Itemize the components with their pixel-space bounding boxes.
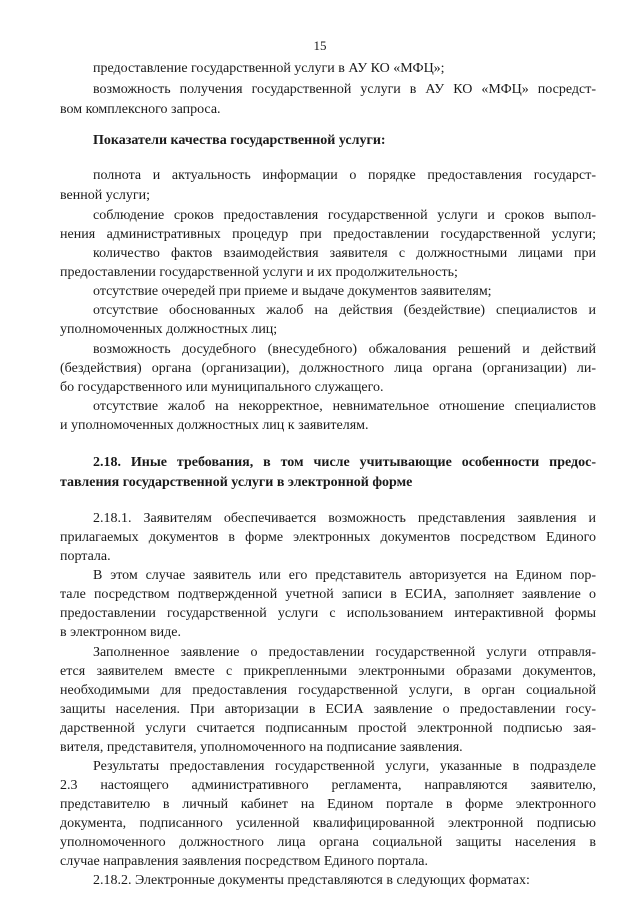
quality-line: бо государственного или муниципального служащего. — [60, 380, 384, 395]
quality-line: возможность досудебного (внесудебного) обжалования решений и действий — [93, 342, 596, 357]
quality-line: венной услуги; — [60, 188, 151, 203]
body-line: случае направления заявления посредством Единого портала. — [60, 854, 429, 869]
body-line: вителя, представителя, уполномоченного на подписание заявления. — [60, 740, 463, 755]
quality-line: отсутствие обоснованных жалоб на действия (бездействие) специалистов и — [93, 303, 596, 318]
section-heading-line: тавления государственной услуги в электронной форме — [60, 475, 413, 490]
body-line: прилагаемых документов в форме электронных документов посредством Единого — [60, 530, 596, 545]
quality-line: предоставлении государственной услуги и их продолжительность; — [60, 265, 458, 280]
quality-line: полнота и актуальность информации о порядке предоставления государст- — [93, 168, 596, 183]
intro-line: возможность получения государственной услуги в АУ КО «МФЦ» посредст- — [93, 82, 596, 97]
body-line: Заполненное заявление о предоставлении государственной услуги отправля- — [93, 645, 596, 660]
body-line: представителю в личный кабинет на Едином портале в форме электронного — [60, 797, 596, 812]
quality-line: уполномоченных должностных лиц; — [60, 322, 278, 337]
quality-line: (бездействия) органа (организации), должностного лица органа (организации) ли- — [60, 361, 596, 376]
body-line: документа, подписанного усиленной квалифицированной электронной подписью — [60, 816, 596, 831]
body-line: уполномоченного должностного лица органа социальной защиты населения в — [60, 835, 596, 850]
quality-line: количество фактов взаимодействия заявителя с должностными лицами при — [93, 246, 596, 261]
page-number: 15 — [313, 38, 327, 53]
quality-line: нения административных процедур при предоставлении государственной услуги; — [60, 227, 596, 242]
body-line: портала. — [60, 549, 111, 564]
body-line: 2.3 настоящего административного регламента, направляются заявителю, — [60, 778, 596, 793]
body-line: тале посредством подтвержденной учетной записи в ЕСИА, заполняет заявление о — [60, 587, 596, 602]
body-line: 2.18.2. Электронные документы представляются в следующих форматах: — [93, 873, 530, 888]
quality-line: отсутствие очередей при приеме и выдаче документов заявителям; — [93, 284, 492, 299]
intro-line: предоставление государственной услуги в АУ КО «МФЦ»; — [93, 61, 445, 76]
quality-line: соблюдение сроков предоставления государственной услуги и сроков выпол- — [93, 208, 596, 223]
quality-line: и уполномоченных должностных лиц к заявителям. — [60, 418, 369, 433]
intro-line: вом комплексного запроса. — [60, 102, 221, 117]
body-line: предоставлении государственной услуги с использованием интерактивной формы — [60, 606, 596, 621]
body-line: 2.18.1. Заявителям обеспечивается возможность представления заявления и — [93, 511, 596, 526]
body-line: ется заявителем вместе с прикрепленными электронными образами документов, — [60, 664, 596, 679]
body-line: Результаты предоставления государственной услуги, указанные в подразделе — [93, 759, 596, 774]
body-line: В этом случае заявитель или его представитель авторизуется на Едином пор- — [93, 568, 596, 583]
quality-line: отсутствие жалоб на некорректное, невнимательное отношение специалистов — [93, 399, 596, 414]
quality-heading: Показатели качества государственной услуги: — [93, 133, 386, 148]
body-line: защиты населения. При авторизации в ЕСИА заявление о предоставлении госу- — [60, 702, 596, 717]
body-line: в электронном виде. — [60, 625, 181, 640]
body-line: необходимыми для предоставления государственной услуги, в орган социальной — [60, 683, 596, 698]
body-line: дарственной услуги считается подписанным простой электронной подписью зая- — [60, 721, 596, 736]
section-heading-line: 2.18. Иные требования, в том числе учитывающие особенности предос- — [93, 455, 596, 470]
